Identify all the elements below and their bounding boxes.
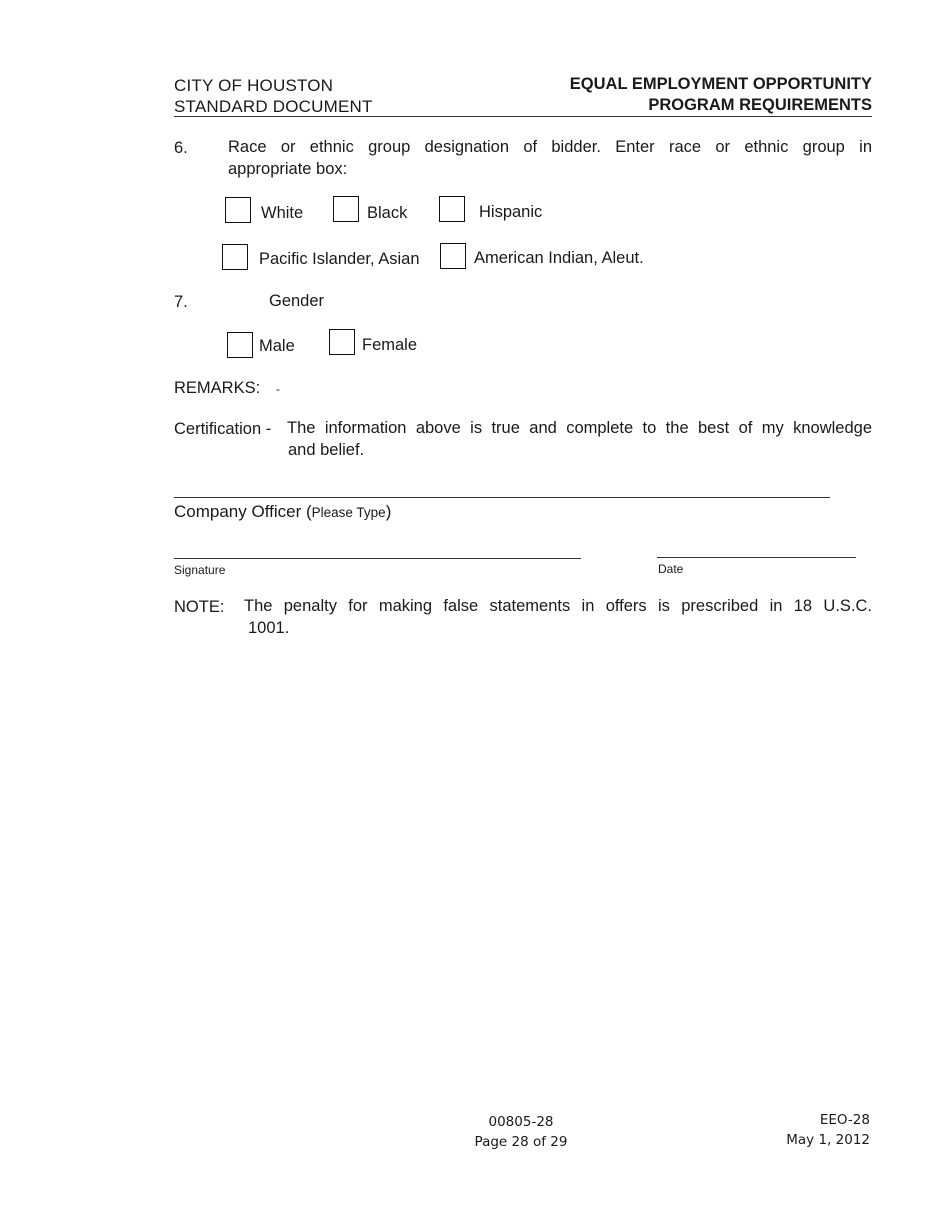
american-indian-aleut-label: American Indian, Aleut. — [474, 249, 644, 267]
note-label: NOTE: — [174, 598, 225, 616]
item6-text-line2: appropriate box: — [228, 160, 348, 178]
footer-form-id: EEO-28 — [819, 1112, 870, 1128]
note-text-line2: 1001. — [248, 619, 290, 637]
female-label: Female — [362, 336, 418, 354]
male-checkbox[interactable] — [227, 332, 253, 358]
section-title-line2: PROGRAM REQUIREMENTS — [648, 96, 872, 114]
remarks-label: REMARKS: — [174, 379, 261, 397]
certification-text-line1: The information above is true and complete to the best of my knowledge — [287, 419, 872, 437]
pacific-islander-asian-checkbox[interactable] — [222, 244, 248, 270]
white-checkbox[interactable] — [225, 197, 251, 223]
female-checkbox[interactable] — [329, 329, 355, 355]
item7-number: 7. — [174, 293, 188, 311]
certification-text-line2: and belief. — [288, 441, 365, 459]
date-label: Date — [658, 562, 684, 576]
company-officer-label — [174, 502, 391, 522]
black-label: Black — [367, 204, 408, 222]
footer-date: May 1, 2012 — [786, 1132, 870, 1148]
company-officer-label-text: Company Officer ( — [174, 502, 312, 521]
document-type: STANDARD DOCUMENT — [174, 97, 373, 116]
hispanic-label: Hispanic — [479, 203, 543, 221]
remarks-field[interactable]: - — [276, 382, 280, 396]
pacific-islander-asian-label: Pacific Islander, Asian — [259, 250, 420, 268]
signature-field[interactable] — [174, 558, 581, 559]
signature-label: Signature — [174, 563, 226, 577]
certification-label: Certification - — [174, 420, 272, 438]
gender-label: Gender — [269, 292, 325, 310]
date-field[interactable] — [657, 557, 856, 558]
footer-doc-number: 00805-28 — [488, 1114, 554, 1130]
male-label: Male — [259, 337, 295, 355]
company-officer-label-close: ) — [385, 502, 392, 521]
black-checkbox[interactable] — [333, 196, 359, 222]
company-officer-field[interactable] — [174, 497, 830, 498]
item6-number: 6. — [174, 139, 188, 157]
item6-text-line1: Race or ethnic group designation of bidder. Enter race or ethnic group in — [228, 138, 872, 156]
section-title-line1: EQUAL EMPLOYMENT OPPORTUNITY — [569, 75, 872, 93]
hispanic-checkbox[interactable] — [439, 196, 465, 222]
footer-page-number: Page 28 of 29 — [474, 1134, 568, 1150]
header-rule — [174, 116, 872, 117]
note-text-line1: The penalty for making false statements in offers is prescribed in 18 U.S.C. — [244, 597, 872, 615]
company-officer-hint: Please Type — [311, 505, 386, 520]
white-label: White — [261, 204, 304, 222]
agency-name: CITY OF HOUSTON — [174, 76, 334, 95]
american-indian-aleut-checkbox[interactable] — [440, 243, 466, 269]
